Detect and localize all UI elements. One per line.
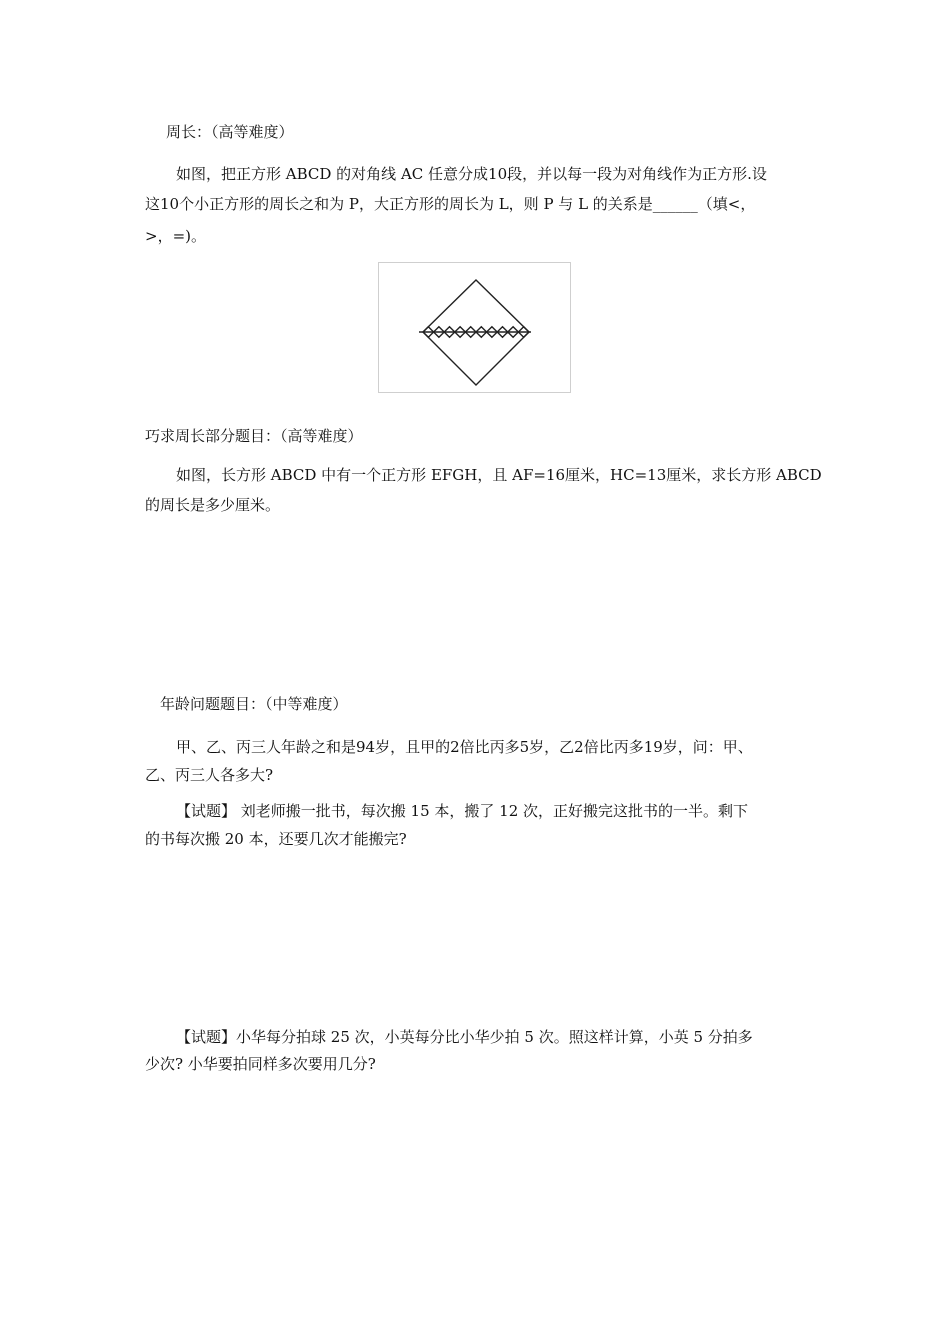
square-diagonal-diagram — [379, 263, 570, 392]
section-2-line-2: 的周长是多少厘米。 — [145, 496, 281, 514]
section-3-heading: 年龄问题题目：（中等难度） — [160, 695, 348, 713]
section-5-line-2: 少次? 小华要拍同样多次要用几分? — [145, 1055, 376, 1073]
section-1-line-3: >，=)。 — [145, 227, 206, 245]
section-1-line-2: 这10个小正方形的周长之和为 P，大正方形的周长为 L，则 P 与 L 的关系是______（填<， — [145, 195, 756, 213]
section-3-line-2: 乙、丙三人各多大? — [145, 766, 274, 784]
section-4-line-2: 的书每次搬 20 本，还要几次才能搬完? — [145, 830, 407, 848]
section-2-heading: 巧求周长部分题目：（高等难度） — [145, 427, 363, 445]
square-diagonal-figure — [378, 262, 571, 393]
section-1-heading: 周长：（高等难度） — [166, 123, 294, 141]
section-1-line-1: 如图，把正方形 ABCD 的对角线 AC 任意分成10段，并以每一段为对角线作为正方形.设 — [176, 165, 767, 183]
section-2-line-1: 如图，长方形 ABCD 中有一个正方形 EFGH，且 AF=16厘米，HC=13厘米，求长方形 ABCD — [176, 466, 822, 484]
section-4-line-1: 【试题】 刘老师搬一批书，每次搬 15 本，搬了 12 次，正好搬完这批书的一半。剩下 — [176, 802, 749, 820]
section-5-line-1: 【试题】小华每分拍球 25 次，小英每分比小华少拍 5 次。照这样计算，小英 5 分拍多 — [176, 1028, 753, 1046]
section-3-line-1: 甲、乙、丙三人年龄之和是94岁，且甲的2倍比丙多5岁，乙2倍比丙多19岁，问：甲、 — [176, 738, 753, 756]
